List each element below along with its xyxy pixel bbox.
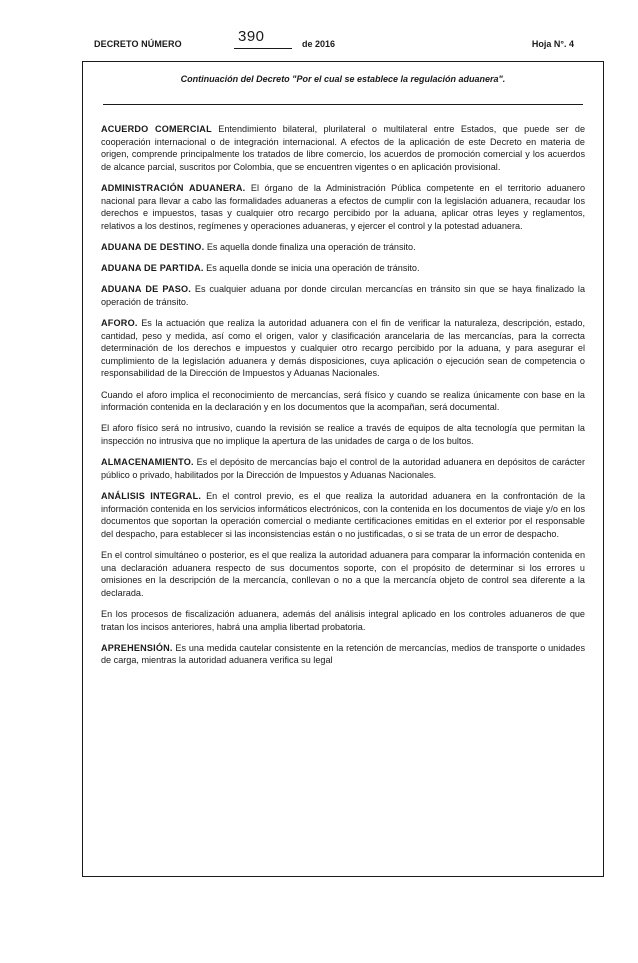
definition-paragraph	[101, 389, 585, 414]
definition-term: ADUANA DE DESTINO.	[101, 241, 205, 252]
decreto-number: 390	[238, 28, 265, 45]
definition-term: ADUANA DE PARTIDA.	[101, 263, 204, 274]
definition-paragraph	[101, 182, 585, 232]
definition-paragraph	[101, 123, 585, 173]
definition-paragraph	[101, 549, 585, 599]
definition-text: En el control simultáneo o posterior, es el que realiza la autoridad aduanera para comparar la información contenida en una declaración aduanera respecto de sus documentos soporte, con el propósito de determinar si los errores u omisiones en la descripción de la mercancía, conllevan o no a que la mercancía objeto de control sea diferente a la declarada.	[101, 549, 585, 598]
definition-paragraph	[101, 283, 585, 308]
definition-text: Entendimiento bilateral, plurilateral o multilateral entre Estados, que puede ser de cooperación internacional o de integración internacional. A efectos de la aplicación de este Decreto en materia de origen, comprende principalmente los tratados de libre comercio, los acuerdos de promoción comercial y los acuerdos de alcance parcial, suscritos por Colombia, que se encuentren vigentes o en aplicación provisional.	[101, 124, 586, 172]
definition-term: AFORO.	[101, 318, 138, 329]
definitions-body	[101, 123, 585, 676]
definition-term: ANÁLISIS INTEGRAL.	[101, 491, 202, 501]
definition-text: Es el depósito de mercancías bajo el control de la autoridad aduanera en depósitos de carácter público o privado, habilitados por la Dirección de Impuestos y Aduanas Nacionales.	[101, 457, 585, 480]
definition-paragraph	[101, 608, 585, 633]
definition-paragraph	[101, 490, 585, 540]
document-frame	[82, 61, 604, 877]
title-divider	[103, 104, 583, 105]
definition-term: ACUERDO COMERCIAL	[101, 124, 212, 134]
definition-text: Es la actuación que realiza la autoridad aduanera con el fin de verificar la naturaleza, descripción, estado, cantidad, peso y medida, así como el origen, valor y clasificación arancelaria de las mercancías, para la correcta determinación de los derechos e impuestos y cualquier otro recargo percibido por la aduana, y para asegurar el cumplimiento de la legislación aduanera y demás disposiciones, cuya aplicación o ejecución sean de competencia o responsabilidad de la Dirección de Impuestos y Aduanas Nacionales.	[101, 318, 586, 379]
definition-text: En los procesos de fiscalización aduanera, además del análisis integral aplicado en los controles aduaneros de que tratan los incisos anteriores, habrá una amplia libertad probatoria.	[101, 608, 585, 632]
definition-paragraph	[101, 262, 585, 275]
definition-paragraph	[101, 422, 585, 447]
page-number: Hoja N°. 4	[531, 39, 574, 49]
definition-paragraph	[101, 241, 585, 254]
decreto-number-field	[234, 28, 292, 49]
definition-term: APREHENSIÓN.	[101, 642, 173, 653]
definition-text: Es aquella donde finaliza una operación de tránsito.	[206, 241, 416, 252]
decreto-label: DECRETO NÚMERO	[94, 39, 182, 49]
definition-text: El órgano de la Administración Pública competente en el territorio aduanero nacional para llevar a cabo las formalidades aduaneras a efectos de cumplir con la legislación aduanera, recaudar los derechos e impuestos, tasas y cualquier otro recargo percibido por la aduana, aplicar otras leyes y reglamentos, relativos a los destinos, regímenes y operaciones aduaneras, y ejercer el control y la potestad aduanera.	[101, 182, 585, 231]
definition-text: En el control previo, es el que realiza la autoridad aduanera en la confrontación de la información contenida en los servicios informáticos electrónicos, con la contenida en los documentos de viaje y/o en los documentos que soportan la operación comercial o mediante certificaciones emitidas en el exterior por el responsable del despacho, para establecer si las inconsistencias están o no justificadas, o si se trata de un error de despacho.	[101, 491, 586, 539]
definition-paragraph	[101, 642, 585, 667]
definition-text: El aforo físico será no intrusivo, cuando la revisión se realice a través de equipos de alta tecnología que permitan la inspección no intrusiva que no implique la apertura de las unidades de carga o de los bultos.	[101, 423, 585, 447]
definition-term: ADUANA DE PASO.	[101, 284, 192, 295]
definition-text: Es aquella donde se inicia una operación de tránsito.	[206, 263, 420, 274]
definition-text: Es una medida cautelar consistente en la retención de mercancías, medios de transporte o unidades de carga, mientras la autoridad aduanera verifica su legal	[101, 642, 585, 666]
definition-text: Cuando el aforo implica el reconocimiento de mercancías, será físico y cuando se realiza únicamente con base en la información contenida en la declaración y en los documentos que la acompañan, será documental.	[101, 389, 585, 413]
continuation-title: Continuación del Decreto "Por el cual se establece la regulación aduanera".	[180, 74, 506, 84]
definition-paragraph	[101, 456, 585, 481]
definition-term: ADMINISTRACIÓN ADUANERA.	[101, 182, 246, 193]
definition-paragraph	[101, 317, 585, 380]
definition-term: ALMACENAMIENTO.	[101, 457, 194, 468]
definition-text: Es cualquier aduana por donde circulan mercancías en tránsito sin que se haya finalizado la operación de tránsito.	[101, 284, 586, 307]
page-header	[94, 28, 574, 52]
year-label: de 2016	[302, 39, 336, 49]
